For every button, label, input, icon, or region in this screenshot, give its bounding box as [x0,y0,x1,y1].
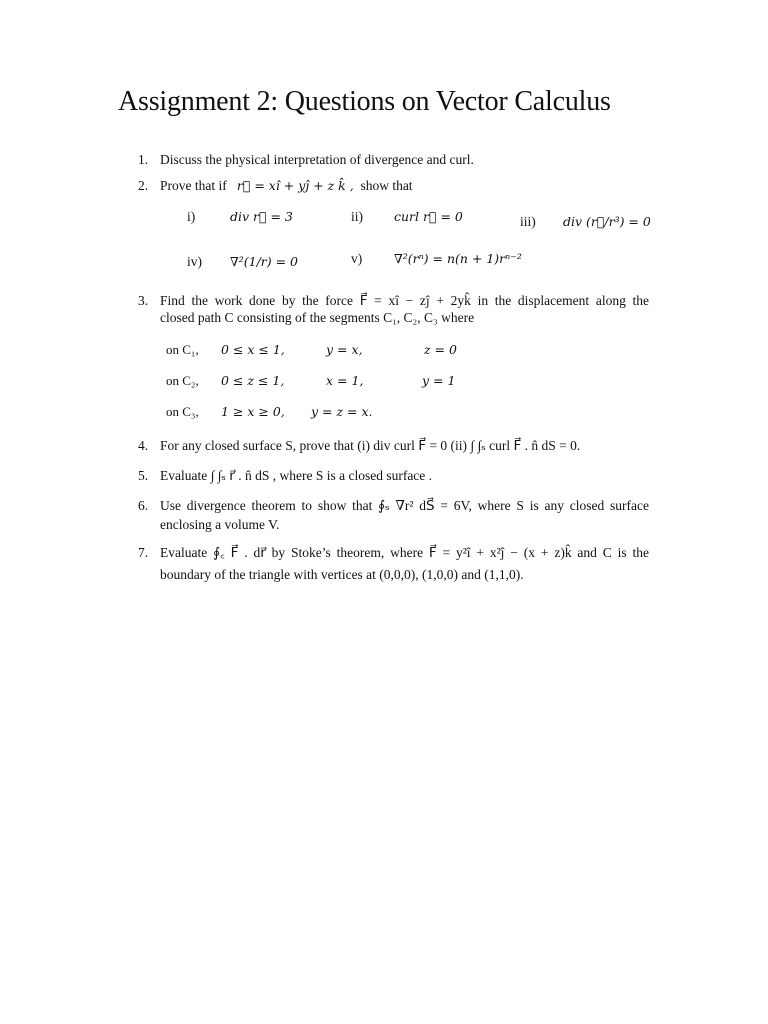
question-number: 2. [138,178,149,193]
subpart-equation: div (r⃗/r³) = 0 [563,214,651,229]
question-2-text [160,177,413,195]
question-number: 7. [138,545,149,560]
segment-range: 0 ≤ x ≤ 1, [221,342,285,357]
question-number: 3. [138,293,149,308]
question-4-text: For any closed surface S, prove that (i) div curl F⃗ = 0 (ii) ∫ ∫ₛ curl F⃗ . n̂ dS = 0. [160,438,581,453]
question-2-intro: Prove that if [160,178,227,193]
question-number: 6. [138,498,149,513]
segment-condition: z = 0 [424,342,457,357]
segment-condition: y = x, [326,342,363,357]
subpart-equation: div r⃗ = 3 [230,209,293,224]
question-7-line-2: boundary of the triangle with vertices at (0,0,0), (1,0,0) and (1,1,0). [160,567,524,582]
question-3-line-1: Find the work done by the force F⃗ = xî − zĵ + 2yk̂ in the displacement along the [160,293,649,308]
subpart-label: v) [351,251,363,266]
question-6-line-1: Use divergence theorem to show that ∮ₛ ∇r² dS⃗ = 6V, where S is any closed surface [160,498,649,513]
question-number: 1. [138,152,149,167]
question-1-text: Discuss the physical interpretation of divergence and curl. [160,152,474,167]
subpart-label: iv) [187,254,202,269]
segment-range: 0 ≤ z ≤ 1, [221,373,285,388]
subpart-equation: ∇²(1/r) = 0 [230,254,299,269]
question-2-show: show that [360,178,413,193]
segment-range: 1 ≥ x ≥ 0, [221,404,285,419]
subpart-label: ii) [351,209,363,224]
question-5-text: Evaluate ∫ ∫ₛ r⃗ . n̂ dS , where S is a closed surface . [160,468,433,483]
segment-condition: y = z = x. [311,404,373,419]
segment-condition: y = 1 [422,373,456,388]
subpart-label: iii) [520,214,536,229]
position-vector-equation: r⃗ = xî + yĵ + z k̂ , [236,178,354,193]
question-7-line-1: Evaluate ∮꜀ F⃗ . dr⃗ by Stoke’s theorem, where F⃗ = y²î + x²ĵ − (x + z)k̂ and C is the [160,545,649,560]
subpart-equation: ∇²(rⁿ) = n(n + 1)rⁿ⁻² [394,251,522,266]
question-3-line-2: closed path C consisting of the segments C₁, C₂, C₃ where [160,310,475,325]
segment-name: on C₁, [166,342,199,357]
segment-condition: x = 1, [326,373,364,388]
question-number: 4. [138,438,149,453]
question-number: 5. [138,468,149,483]
segment-name: on C₂, [166,373,199,388]
segment-name: on C₃, [166,404,199,419]
subpart-equation: curl r⃗ = 0 [394,209,463,224]
page-title: Assignment 2: Questions on Vector Calculus [118,86,611,117]
subpart-label: i) [187,209,196,224]
question-6-line-2: enclosing a volume V. [160,517,280,532]
